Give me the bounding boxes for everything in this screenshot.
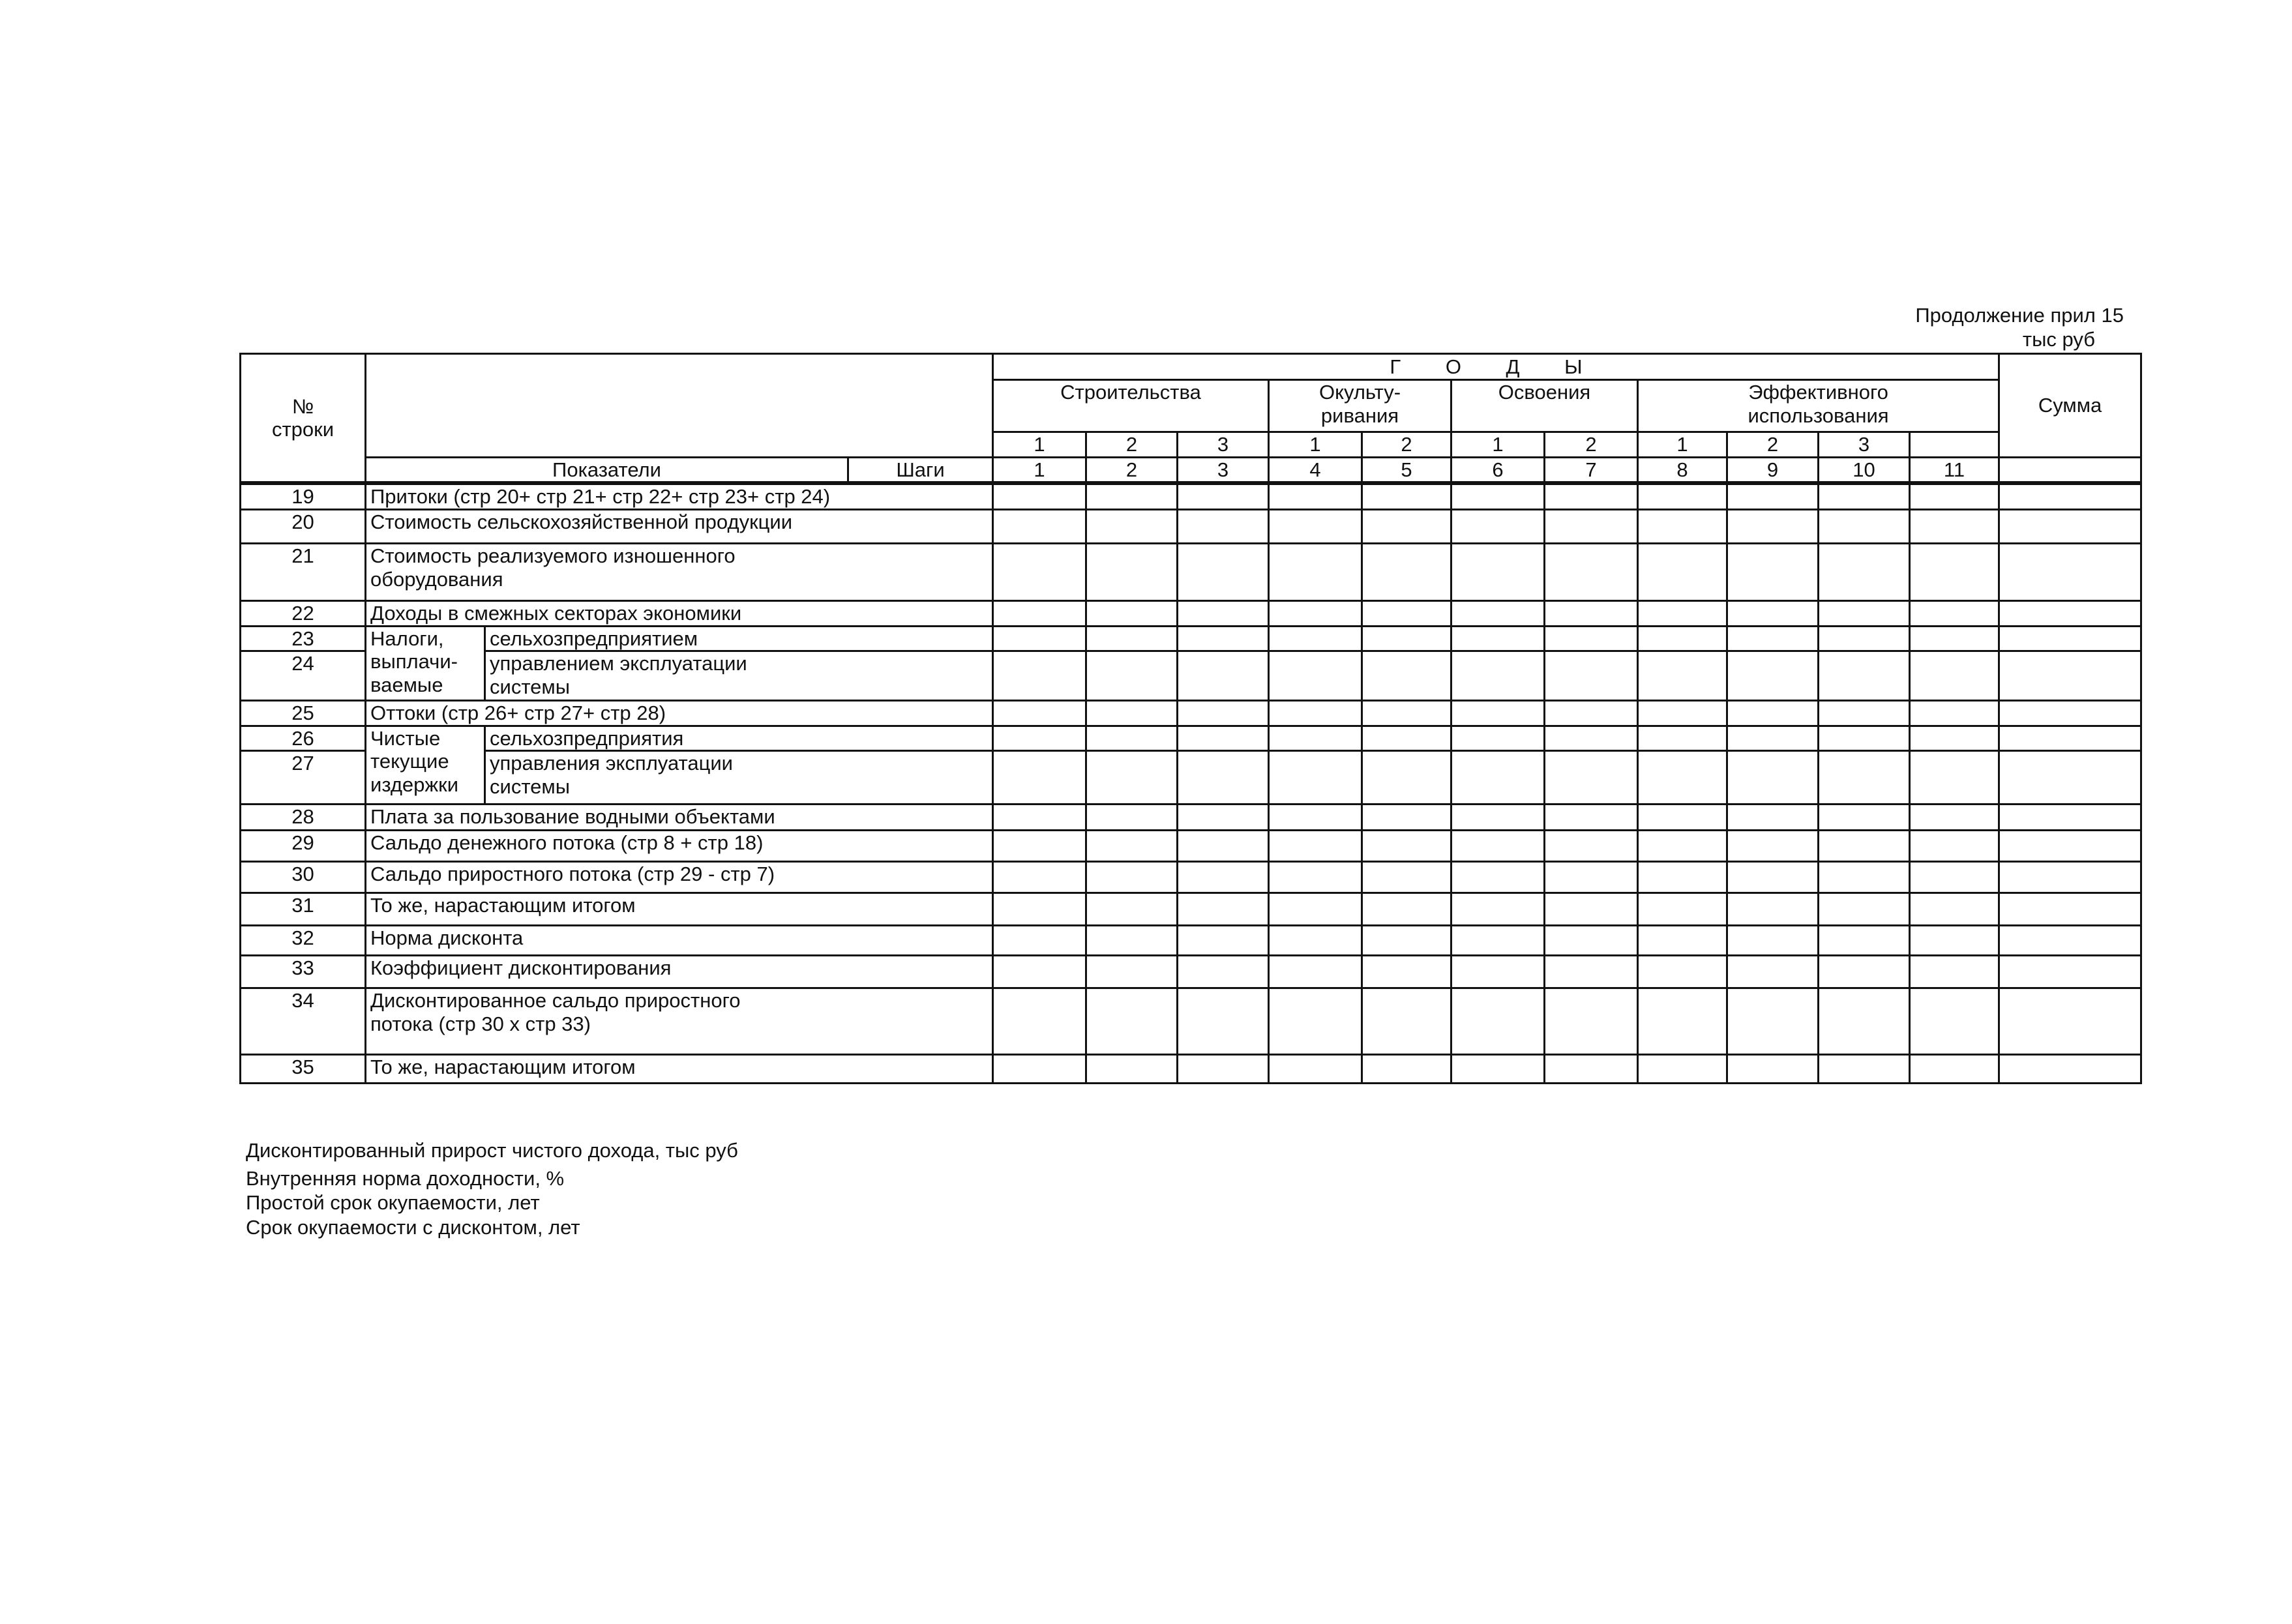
value-cell: [1086, 862, 1178, 893]
indicator-label: Стоимость сельскохозяйственной продукции: [366, 509, 993, 543]
row-number-header: № строки: [241, 354, 366, 484]
value-cell: [993, 543, 1086, 600]
value-cell: [1819, 543, 1910, 600]
indicator-label: управлением эксплуатации системы: [485, 651, 993, 701]
value-cell: [993, 701, 1086, 726]
steps-header: Шаги: [848, 457, 993, 483]
indicator-label: Плата за пользование водными объектами: [366, 805, 993, 831]
value-cell: [1638, 1055, 1727, 1084]
sum-value-cell: [1999, 600, 2141, 626]
row-number: 23: [241, 626, 366, 651]
value-cell: [1545, 543, 1638, 600]
indicator-label: Стоимость реализуемого изношенного оборудования: [366, 543, 993, 600]
value-cell: [1178, 600, 1269, 626]
value-cell: [1178, 956, 1269, 988]
value-cell: [1545, 626, 1638, 651]
value-cell: [1086, 893, 1178, 926]
sum-step-cell: [1999, 457, 2141, 483]
sum-value-cell: [1999, 701, 2141, 726]
value-cell: [1910, 1055, 1999, 1084]
period-year-cell: [1910, 432, 1999, 458]
value-cell: [1086, 701, 1178, 726]
value-cell: [1362, 831, 1451, 862]
value-cell: [1545, 483, 1638, 509]
sum-value-cell: [1999, 1055, 2141, 1084]
value-cell: [1086, 831, 1178, 862]
value-cell: [1727, 726, 1819, 751]
value-cell: [1178, 701, 1269, 726]
value-cell: [993, 862, 1086, 893]
table-row: [241, 831, 2141, 862]
indicator-label: Сальдо приростного потока (стр 29 - стр 7): [366, 862, 993, 893]
value-cell: [1727, 988, 1819, 1055]
period-year-cell: 2: [1362, 432, 1451, 458]
period-year-cell: 2: [1727, 432, 1819, 458]
table-row: [241, 893, 2141, 926]
indicator-label: Дисконтированное сальдо приростного потока (стр 30 х стр 33): [366, 988, 993, 1055]
table-row: [241, 651, 2141, 701]
value-cell: [1545, 893, 1638, 926]
table-row: [241, 805, 2141, 831]
value-cell: [1362, 805, 1451, 831]
value-cell: [1638, 626, 1727, 651]
value-cell: [1178, 626, 1269, 651]
value-cell: [993, 483, 1086, 509]
value-cell: [1086, 988, 1178, 1055]
period-year-cell: 1: [1269, 432, 1362, 458]
value-cell: [1545, 862, 1638, 893]
value-cell: [1086, 651, 1178, 701]
value-cell: [1819, 509, 1910, 543]
value-cell: [1178, 483, 1269, 509]
value-cell: [1086, 626, 1178, 651]
sum-value-cell: [1999, 988, 2141, 1055]
sum-value-cell: [1999, 956, 2141, 988]
value-cell: [1638, 600, 1727, 626]
value-cell: [1362, 701, 1451, 726]
value-cell: [1910, 543, 1999, 600]
value-cell: [1451, 701, 1545, 726]
value-cell: [1269, 701, 1362, 726]
row-number: 30: [241, 862, 366, 893]
value-cell: [1178, 543, 1269, 600]
indicators-header: Показатели: [366, 457, 848, 483]
indicator-label: сельхозпредприятия: [485, 726, 993, 751]
value-cell: [1451, 600, 1545, 626]
table-row: [241, 701, 2141, 726]
step-number-cell: 5: [1362, 457, 1451, 483]
value-cell: [1086, 926, 1178, 956]
table-row: [241, 988, 2141, 1055]
value-cell: [1727, 651, 1819, 701]
table-row: [241, 956, 2141, 988]
value-cell: [1178, 831, 1269, 862]
value-cell: [1362, 509, 1451, 543]
value-cell: [1545, 926, 1638, 956]
value-cell: [1178, 651, 1269, 701]
value-cell: [1362, 626, 1451, 651]
value-cell: [1178, 988, 1269, 1055]
value-cell: [1269, 1055, 1362, 1084]
appendix-continuation-label: Продолжение прил 15: [1915, 304, 2124, 327]
value-cell: [1638, 926, 1727, 956]
value-cell: [1727, 751, 1819, 805]
indicator-label: сельхозпредприятием: [485, 626, 993, 651]
value-cell: [1086, 751, 1178, 805]
value-cell: [1086, 600, 1178, 626]
step-number-cell: 10: [1819, 457, 1910, 483]
value-cell: [1910, 701, 1999, 726]
value-cell: [1086, 483, 1178, 509]
value-cell: [1910, 862, 1999, 893]
value-cell: [1819, 651, 1910, 701]
sum-value-cell: [1999, 751, 2141, 805]
value-cell: [1910, 805, 1999, 831]
step-number-cell: 3: [1178, 457, 1269, 483]
value-cell: [1910, 509, 1999, 543]
value-cell: [1819, 751, 1910, 805]
value-cell: [1727, 509, 1819, 543]
value-cell: [1819, 805, 1910, 831]
row-number: 24: [241, 651, 366, 701]
row-number: 28: [241, 805, 366, 831]
period-effective-use: Эффективного использования: [1638, 380, 1999, 432]
table-row: [241, 751, 2141, 805]
value-cell: [1638, 651, 1727, 701]
value-cell: [1545, 988, 1638, 1055]
period-year-cell: 1: [1638, 432, 1727, 458]
value-cell: [1269, 626, 1362, 651]
sum-value-cell: [1999, 805, 2141, 831]
value-cell: [1638, 893, 1727, 926]
value-cell: [1638, 862, 1727, 893]
value-cell: [1451, 651, 1545, 701]
row-number: 27: [241, 751, 366, 805]
value-cell: [1727, 831, 1819, 862]
step-number-cell: 8: [1638, 457, 1727, 483]
value-cell: [1545, 805, 1638, 831]
table-row: [241, 626, 2141, 651]
value-cell: [1178, 926, 1269, 956]
value-cell: [1451, 509, 1545, 543]
sum-value-cell: [1999, 831, 2141, 862]
table-row: [241, 600, 2141, 626]
value-cell: [1269, 893, 1362, 926]
period-construction: Строительства: [993, 380, 1269, 432]
summary-line: Простой срок окупаемости, лет: [246, 1191, 540, 1214]
value-cell: [993, 626, 1086, 651]
indicator-label: Сальдо денежного потока (стр 8 + стр 18): [366, 831, 993, 862]
value-cell: [1727, 600, 1819, 626]
value-cell: [1819, 926, 1910, 956]
indicator-label: управления эксплуатации системы: [485, 751, 993, 805]
value-cell: [993, 1055, 1086, 1084]
period-year-cell: 2: [1545, 432, 1638, 458]
sum-value-cell: [1999, 862, 2141, 893]
header-blank: [366, 354, 993, 458]
value-cell: [1910, 626, 1999, 651]
value-cell: [1451, 926, 1545, 956]
value-cell: [1727, 1055, 1819, 1084]
value-cell: [1362, 1055, 1451, 1084]
value-cell: [1269, 956, 1362, 988]
sum-value-cell: [1999, 926, 2141, 956]
value-cell: [1451, 726, 1545, 751]
value-cell: [1910, 726, 1999, 751]
step-number-cell: 6: [1451, 457, 1545, 483]
value-cell: [1638, 805, 1727, 831]
value-cell: [1638, 726, 1727, 751]
value-cell: [1910, 831, 1999, 862]
sum-value-cell: [1999, 509, 2141, 543]
value-cell: [1545, 651, 1638, 701]
row-number: 35: [241, 1055, 366, 1084]
value-cell: [1086, 956, 1178, 988]
sum-value-cell: [1999, 893, 2141, 926]
value-cell: [1545, 726, 1638, 751]
value-cell: [1819, 893, 1910, 926]
value-cell: [1910, 926, 1999, 956]
value-cell: [1451, 893, 1545, 926]
value-cell: [1362, 751, 1451, 805]
row-number: 32: [241, 926, 366, 956]
value-cell: [993, 805, 1086, 831]
value-cell: [1819, 862, 1910, 893]
value-cell: [1178, 893, 1269, 926]
value-cell: [1638, 483, 1727, 509]
value-cell: [993, 751, 1086, 805]
value-cell: [1819, 956, 1910, 988]
value-cell: [1178, 751, 1269, 805]
value-cell: [1545, 701, 1638, 726]
row-number: 20: [241, 509, 366, 543]
row-number: 25: [241, 701, 366, 726]
step-number-cell: 4: [1269, 457, 1362, 483]
period-year-cell: 2: [1086, 432, 1178, 458]
row-number: 34: [241, 988, 366, 1055]
value-cell: [1451, 751, 1545, 805]
summary-line: Дисконтированный прирост чистого дохода, тыс руб: [246, 1139, 738, 1162]
value-cell: [1451, 831, 1545, 862]
value-cell: [1269, 726, 1362, 751]
value-cell: [1819, 626, 1910, 651]
value-cell: [1819, 1055, 1910, 1084]
step-number-cell: 7: [1545, 457, 1638, 483]
value-cell: [1362, 893, 1451, 926]
value-cell: [993, 831, 1086, 862]
step-number-cell: 9: [1727, 457, 1819, 483]
value-cell: [993, 988, 1086, 1055]
period-year-cell: 1: [993, 432, 1086, 458]
table-row: [241, 726, 2141, 751]
value-cell: [1086, 805, 1178, 831]
value-cell: [1727, 701, 1819, 726]
units-label: тыс руб: [2022, 328, 2095, 351]
value-cell: [1451, 1055, 1545, 1084]
value-cell: [993, 651, 1086, 701]
value-cell: [1362, 956, 1451, 988]
value-cell: [1545, 956, 1638, 988]
value-cell: [1269, 600, 1362, 626]
value-cell: [1819, 701, 1910, 726]
row-number: 33: [241, 956, 366, 988]
row-number: 29: [241, 831, 366, 862]
value-cell: [1727, 543, 1819, 600]
value-cell: [1451, 862, 1545, 893]
value-cell: [1269, 926, 1362, 956]
row-number: 22: [241, 600, 366, 626]
indicator-label: Доходы в смежных секторах экономики: [366, 600, 993, 626]
sum-value-cell: [1999, 483, 2141, 509]
value-cell: [1362, 926, 1451, 956]
value-cell: [1451, 956, 1545, 988]
value-cell: [993, 726, 1086, 751]
table-row: [241, 862, 2141, 893]
summary-line: Срок окупаемости с дисконтом, лет: [246, 1216, 580, 1239]
value-cell: [1178, 862, 1269, 893]
value-cell: [1545, 751, 1638, 805]
step-number-cell: 11: [1910, 457, 1999, 483]
value-cell: [993, 893, 1086, 926]
value-cell: [1819, 600, 1910, 626]
value-cell: [1727, 862, 1819, 893]
value-cell: [1362, 600, 1451, 626]
sum-value-cell: [1999, 626, 2141, 651]
step-number-cell: 2: [1086, 457, 1178, 483]
value-cell: [1086, 1055, 1178, 1084]
row-number: 19: [241, 483, 366, 509]
value-cell: [1451, 483, 1545, 509]
value-cell: [1638, 831, 1727, 862]
value-cell: [1086, 509, 1178, 543]
indicator-label: Норма дисконта: [366, 926, 993, 956]
indicator-label: Притоки (стр 20+ стр 21+ стр 22+ стр 23+ стр 24): [366, 483, 993, 509]
value-cell: [1545, 1055, 1638, 1084]
sum-value-cell: [1999, 726, 2141, 751]
table-row: [241, 483, 2141, 509]
sum-value-cell: [1999, 651, 2141, 701]
value-cell: [1638, 988, 1727, 1055]
value-cell: [1269, 751, 1362, 805]
period-cultivation: Окульту- ривания: [1269, 380, 1451, 432]
value-cell: [1727, 626, 1819, 651]
value-cell: [993, 956, 1086, 988]
value-cell: [1910, 956, 1999, 988]
value-cell: [1727, 483, 1819, 509]
indicator-label: Коэффициент дисконтирования: [366, 956, 993, 988]
table-row: [241, 926, 2141, 956]
value-cell: [1178, 509, 1269, 543]
value-cell: [1178, 726, 1269, 751]
value-cell: [1269, 509, 1362, 543]
value-cell: [1638, 543, 1727, 600]
value-cell: [1638, 509, 1727, 543]
value-cell: [1451, 988, 1545, 1055]
value-cell: [1451, 805, 1545, 831]
step-number-cell: 1: [993, 457, 1086, 483]
value-cell: [1451, 626, 1545, 651]
indicator-group-label: Чистые текущие издержки: [366, 726, 485, 805]
period-year-cell: 3: [1819, 432, 1910, 458]
value-cell: [1451, 543, 1545, 600]
value-cell: [1819, 988, 1910, 1055]
table-row: [241, 543, 2141, 600]
indicator-group-label: Налоги, выплачи- ваемые: [366, 626, 485, 701]
value-cell: [1910, 893, 1999, 926]
value-cell: [1545, 831, 1638, 862]
value-cell: [1269, 805, 1362, 831]
value-cell: [1910, 600, 1999, 626]
table-row: [241, 509, 2141, 543]
years-header: Г О Д Ы: [993, 354, 1999, 380]
value-cell: [1362, 862, 1451, 893]
value-cell: [993, 926, 1086, 956]
indicator-label: Оттоки (стр 26+ стр 27+ стр 28): [366, 701, 993, 726]
value-cell: [1269, 483, 1362, 509]
value-cell: [1362, 483, 1451, 509]
value-cell: [1727, 956, 1819, 988]
value-cell: [1178, 805, 1269, 831]
value-cell: [1727, 893, 1819, 926]
sum-value-cell: [1999, 543, 2141, 600]
value-cell: [1362, 726, 1451, 751]
value-cell: [1638, 956, 1727, 988]
value-cell: [1362, 543, 1451, 600]
value-cell: [1910, 988, 1999, 1055]
period-year-cell: 3: [1178, 432, 1269, 458]
value-cell: [1819, 726, 1910, 751]
indicator-label: То же, нарастающим итогом: [366, 1055, 993, 1084]
value-cell: [1819, 483, 1910, 509]
value-cell: [1269, 543, 1362, 600]
value-cell: [993, 600, 1086, 626]
value-cell: [1269, 831, 1362, 862]
value-cell: [1727, 926, 1819, 956]
value-cell: [1545, 509, 1638, 543]
value-cell: [1910, 751, 1999, 805]
row-number: 31: [241, 893, 366, 926]
value-cell: [1362, 988, 1451, 1055]
value-cell: [1727, 805, 1819, 831]
value-cell: [1269, 651, 1362, 701]
value-cell: [1269, 862, 1362, 893]
indicator-label: То же, нарастающим итогом: [366, 893, 993, 926]
row-number: 26: [241, 726, 366, 751]
value-cell: [993, 509, 1086, 543]
summary-line: Внутренняя норма доходности, %: [246, 1167, 565, 1190]
period-year-cell: 1: [1451, 432, 1545, 458]
value-cell: [1086, 543, 1178, 600]
value-cell: [1545, 600, 1638, 626]
sum-header: Сумма: [1999, 354, 2141, 458]
value-cell: [1819, 831, 1910, 862]
table-row: [241, 1055, 2141, 1084]
value-cell: [1638, 751, 1727, 805]
value-cell: [1910, 483, 1999, 509]
cash-flow-table: [239, 353, 2142, 1084]
period-development: Освоения: [1451, 380, 1638, 432]
value-cell: [1178, 1055, 1269, 1084]
value-cell: [1269, 988, 1362, 1055]
value-cell: [1910, 651, 1999, 701]
value-cell: [1086, 726, 1178, 751]
value-cell: [1638, 701, 1727, 726]
value-cell: [1362, 651, 1451, 701]
row-number: 21: [241, 543, 366, 600]
